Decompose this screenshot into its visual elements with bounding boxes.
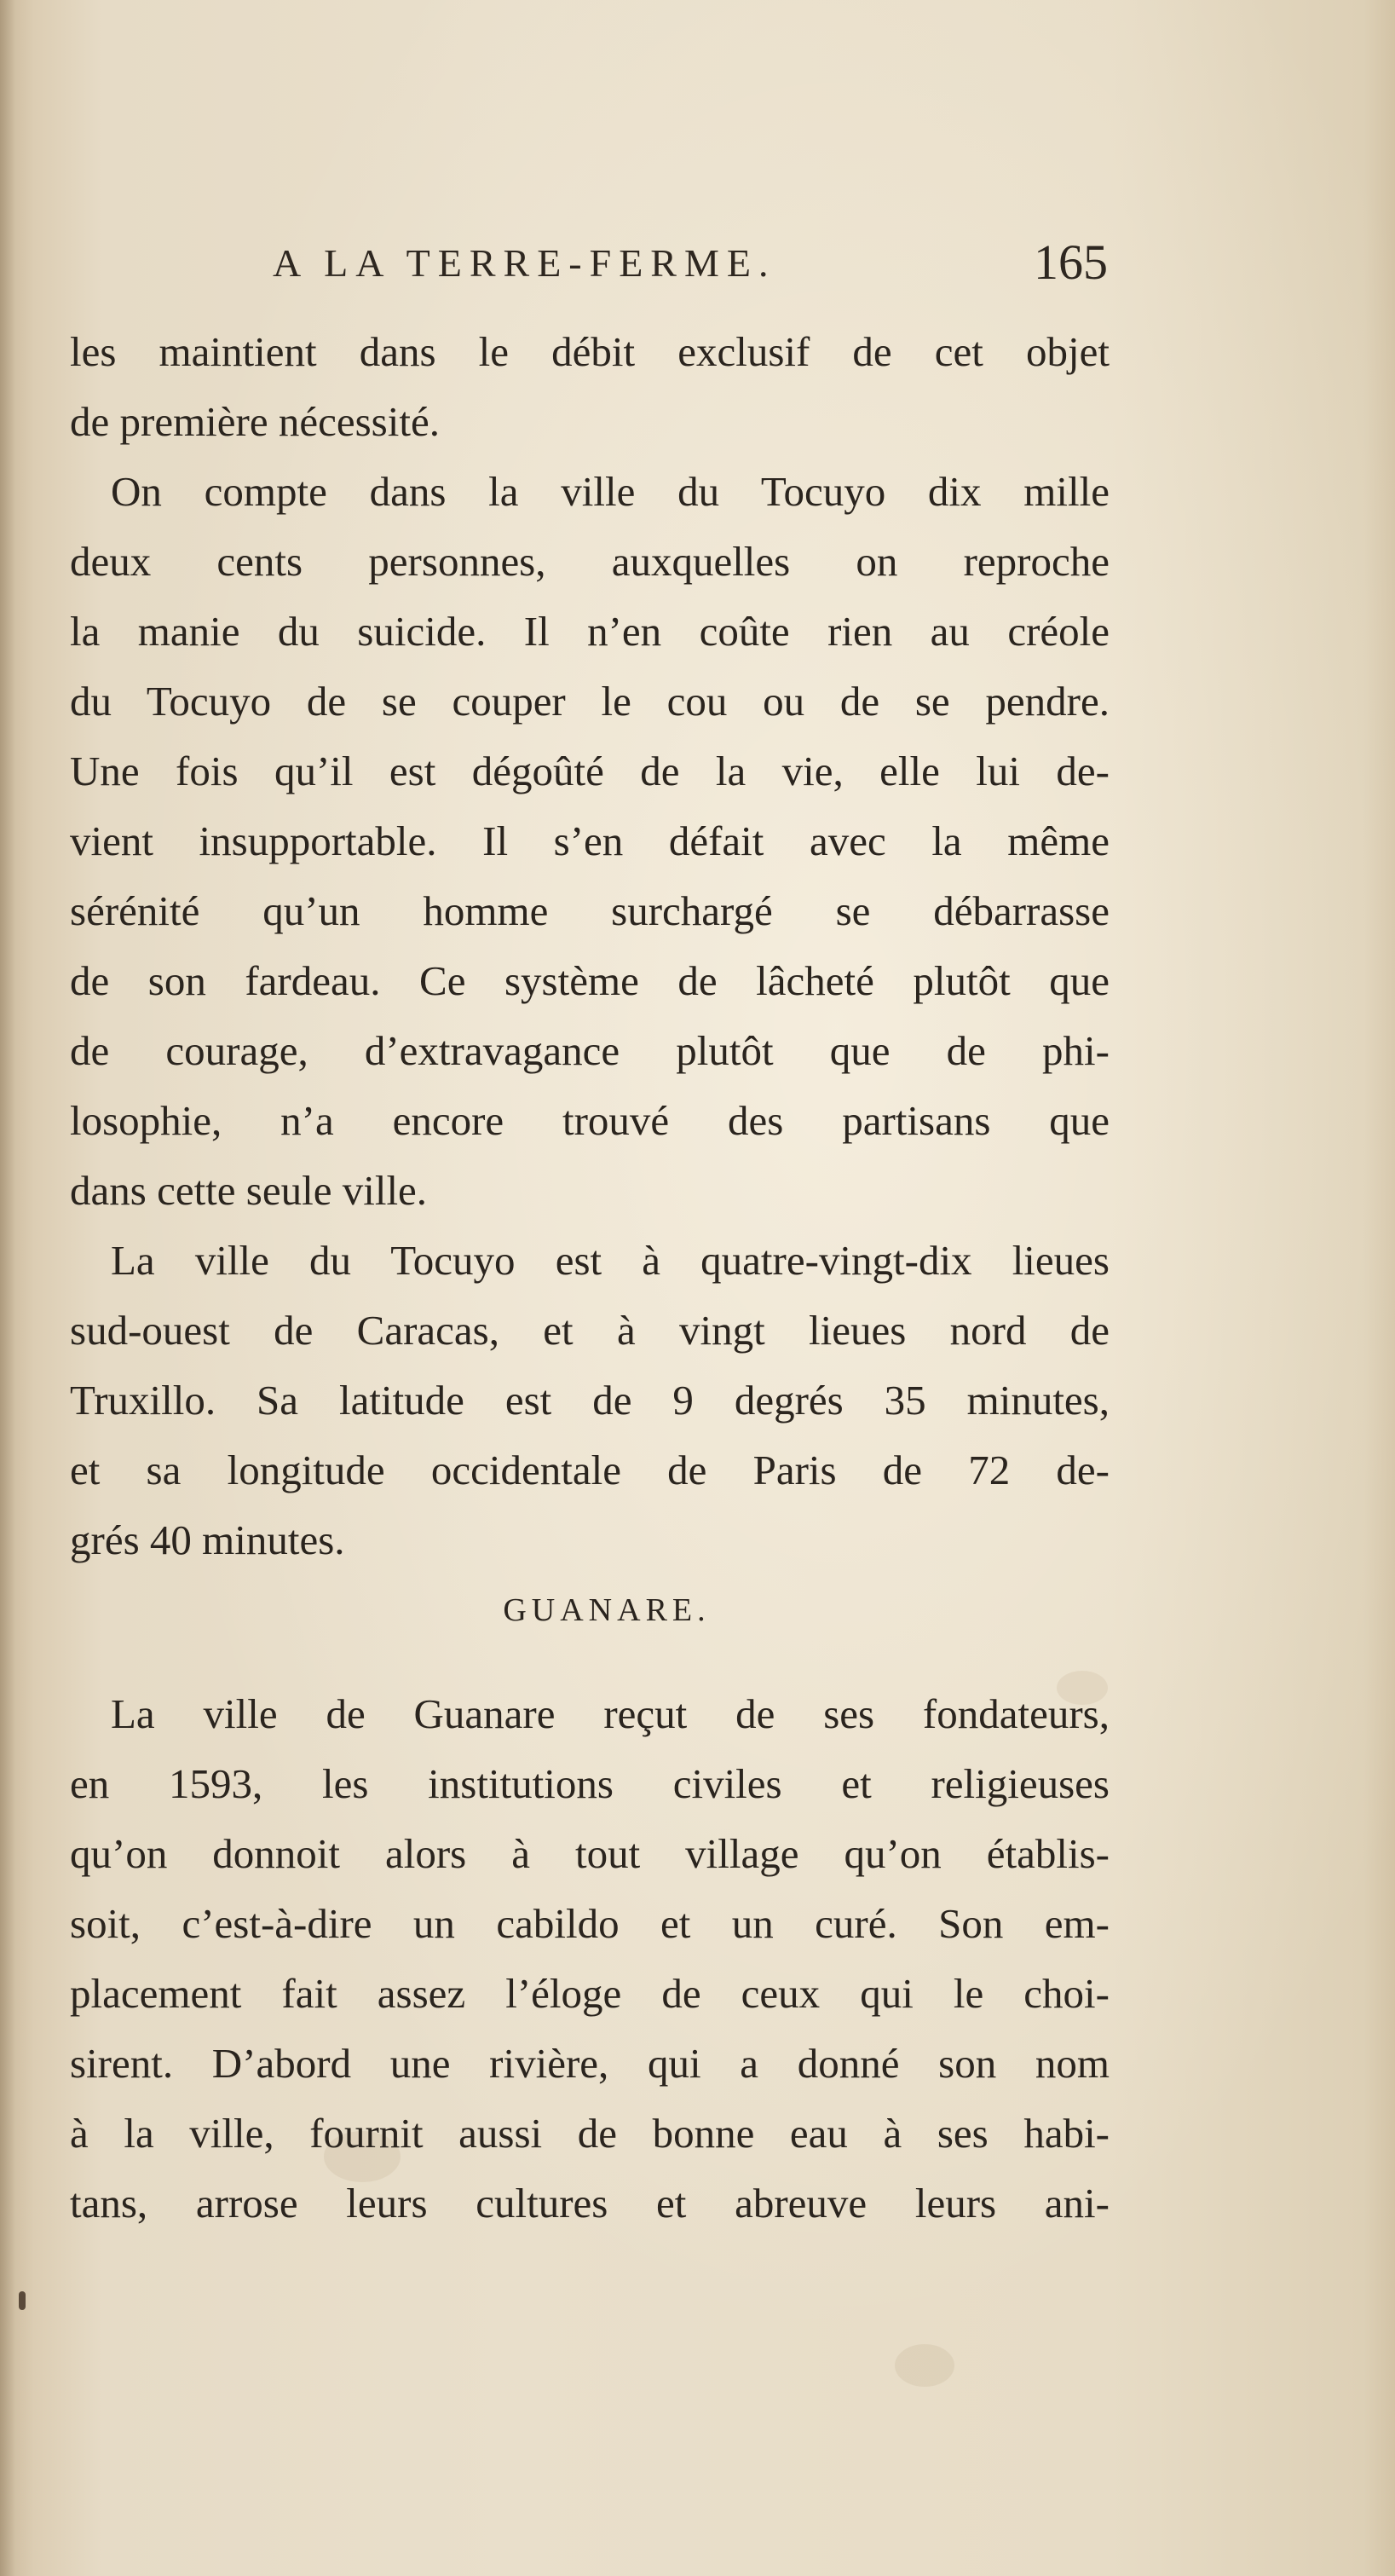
page-spine-shadow: [0, 0, 15, 2576]
text-line: tans, arrose leurs cultures et abreuve leurs ani-: [70, 2180, 1110, 2227]
text-line: placement fait assez l’éloge de ceux qui le choi-: [70, 1970, 1110, 2017]
paragraph-2: [70, 457, 1110, 1226]
text-line: de son fardeau. Ce système de lâcheté plutôt que: [70, 957, 1110, 1004]
ink-spot: [19, 2291, 26, 2310]
page-header: [273, 234, 1108, 300]
paper-stain: [895, 2344, 954, 2387]
text-line: qu’on donnoit alors à tout village qu’on établis-: [70, 1830, 1110, 1877]
running-head: A LA TERRE-FERME.: [273, 241, 776, 285]
text-line: sirent. D’abord une rivière, qui a donné son nom: [70, 2040, 1110, 2087]
text-line: dans cette seule ville.: [70, 1167, 428, 1214]
text-line: On compte dans la ville du Tocuyo dix mille: [111, 468, 1110, 515]
text-line: à la ville, fournit aussi de bonne eau à ses habi-: [70, 2110, 1110, 2157]
text-line: de première nécessité.: [70, 398, 440, 445]
section-title: GUANARE.: [503, 1592, 711, 1628]
text-line: La ville du Tocuyo est à quatre-vingt-dix lieues: [111, 1237, 1110, 1284]
text-line: sud-ouest de Caracas, et à vingt lieues nord de: [70, 1307, 1110, 1354]
paragraph-1: [70, 317, 1110, 457]
text-line: de courage, d’extravagance plutôt que de phi-: [70, 1027, 1110, 1074]
text-line: soit, c’est-à-dire un cabildo et un curé. Son em-: [70, 1900, 1110, 1947]
text-line: la manie du suicide. Il n’en coûte rien au créole: [70, 608, 1110, 655]
text-line: sérénité qu’un homme surchargé se débarrasse: [70, 887, 1110, 934]
paragraph-3: [70, 1226, 1110, 1575]
text-line: deux cents personnes, auxquelles on reproche: [70, 538, 1110, 585]
section-spacer: [70, 1645, 1110, 1679]
page-number: 165: [1034, 234, 1108, 290]
text-line: du Tocuyo de se couper le cou ou de se pendre.: [70, 678, 1110, 725]
text-line: vient insupportable. Il s’en défait avec la même: [70, 817, 1110, 864]
text-line: La ville de Guanare reçut de ses fondateurs,: [111, 1690, 1110, 1737]
text-line: en 1593, les institutions civiles et religieuses: [70, 1760, 1110, 1807]
page-body: [70, 317, 1110, 2238]
text-line: les maintient dans le débit exclusif de cet objet: [70, 328, 1110, 375]
text-line: Une fois qu’il est dégoûté de la vie, elle lui de-: [70, 748, 1110, 794]
text-line: losophie, n’a encore trouvé des partisans que: [70, 1097, 1110, 1144]
text-line: et sa longitude occidentale de Paris de 72 de-: [70, 1447, 1110, 1493]
paragraph-4: [70, 1679, 1110, 2238]
text-line: Truxillo. Sa latitude est de 9 degrés 35 minutes,: [70, 1377, 1110, 1424]
text-line: grés 40 minutes.: [70, 1516, 345, 1563]
